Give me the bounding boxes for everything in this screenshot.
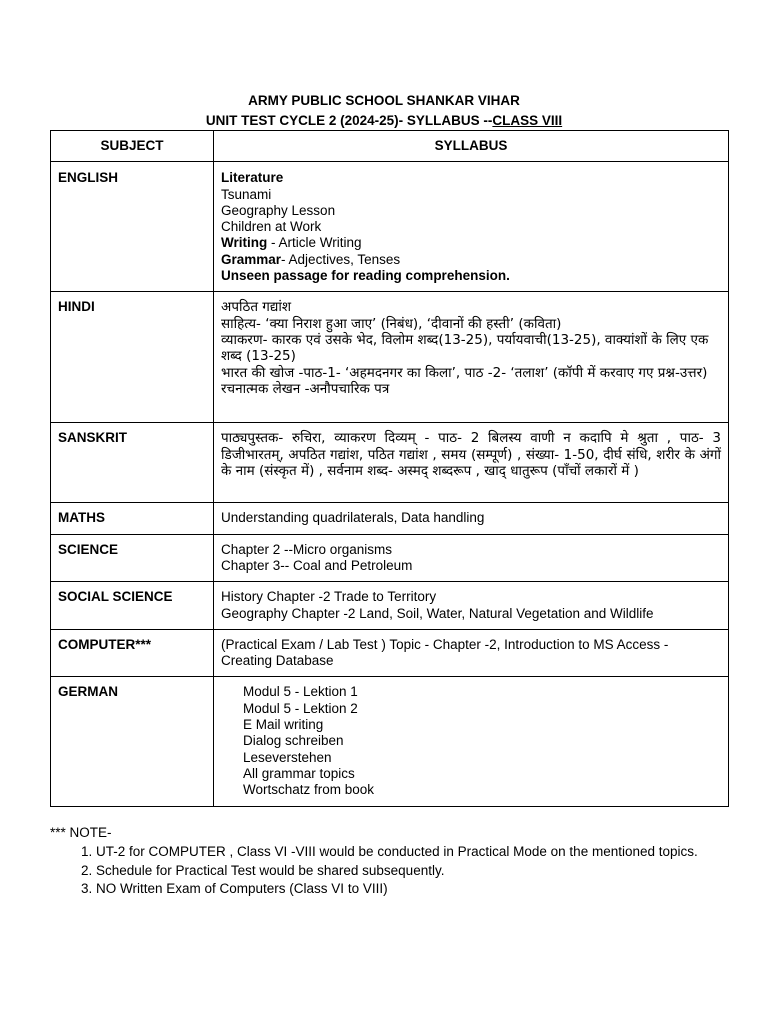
syllabus-english bbox=[214, 162, 729, 292]
hindi-line: अपठित गद्यांश bbox=[221, 299, 292, 316]
social-chapter: Geography Chapter -2 Land, Soil, Water, Natural Vegetation and Wildlife bbox=[221, 605, 654, 621]
subject-german: GERMAN bbox=[51, 677, 214, 807]
note-item: 3. NO Written Exam of Computers (Class VI to VIII) bbox=[96, 880, 720, 899]
note-heading: *** NOTE- bbox=[50, 825, 112, 840]
science-chapter: Chapter 3-- Coal and Petroleum bbox=[221, 557, 413, 573]
syllabus-table bbox=[50, 130, 729, 807]
table-header-row bbox=[51, 131, 729, 162]
syllabus-column-header: SYLLABUS bbox=[214, 131, 729, 162]
writing-text: - Article Writing bbox=[267, 235, 362, 251]
syllabus-hindi bbox=[214, 292, 729, 423]
literature-heading: Literature bbox=[221, 170, 284, 186]
grammar-label: Grammar bbox=[221, 251, 282, 267]
subject-science: SCIENCE bbox=[51, 534, 214, 582]
syllabus-social-science bbox=[214, 582, 729, 630]
grammar-text: - Adjectives, Tenses bbox=[281, 251, 401, 267]
syllabus-computer: (Practical Exam / Lab Test ) Topic - Chapter -2, Introduction to MS Access - Creating Database bbox=[214, 629, 729, 677]
writing-label: Writing bbox=[221, 235, 268, 251]
subject-english: ENGLISH bbox=[51, 162, 214, 292]
hindi-line: भारत की खोज -पाठ-1- ‘अहमदनगर का किला’, पाठ -2- ‘तलाश’ (कॉपी में करवाए गए प्रश्न-उत्तर) bbox=[221, 364, 708, 381]
table-row-social-science bbox=[51, 582, 729, 630]
class-label: CLASS VIII bbox=[492, 113, 563, 128]
syllabus-sanskrit: पाठ्यपुस्तक- रुचिरा, व्याकरण दिव्यम् - पाठ- 2 बिलस्य वाणी न कदापि मे श्रुता , पाठ- 3 डिजीभारतम्, अपठित गद्यांश, पठित गद्यांश , समय (सम्पूर्ण) , संख्या- 1-50, दीर्घ संधि, शरीर के अंगों के नाम (संस्कृत में) , सर्वनाम शब्द- अस्मद् शब्दरूप , खाद् धातुरूप (पाँचों लकारों में ) bbox=[214, 423, 729, 503]
literature-item: Children at Work bbox=[221, 219, 322, 235]
test-title bbox=[0, 113, 768, 128]
german-item: Modul 5 - Lektion 1 bbox=[243, 684, 358, 700]
hindi-line: रचनात्मक लेखन -अनौपचारिक पत्र bbox=[221, 380, 390, 397]
syllabus-maths: Understanding quadrilaterals, Data handling bbox=[214, 503, 729, 534]
note-item: 2. Schedule for Practical Test would be shared subsequently. bbox=[96, 862, 720, 881]
subject-hindi: HINDI bbox=[51, 292, 214, 423]
syllabus-science bbox=[214, 534, 729, 582]
science-chapter: Chapter 2 --Micro organisms bbox=[221, 541, 393, 557]
german-item: Wortschatz from book bbox=[243, 782, 375, 798]
hindi-line: साहित्य- ‘क्या निराश हुआ जाए’ (निबंध), ‘दीवानों की हस्ती’ (कविता) bbox=[221, 315, 562, 332]
table-row-computer bbox=[51, 629, 729, 677]
school-title: ARMY PUBLIC SCHOOL SHANKAR VIHAR bbox=[248, 93, 520, 108]
subject-maths: MATHS bbox=[51, 503, 214, 534]
literature-item: Geography Lesson bbox=[221, 202, 336, 218]
note-list bbox=[50, 843, 720, 899]
german-item: Modul 5 - Lektion 2 bbox=[243, 700, 358, 716]
subject-sanskrit: SANSKRIT bbox=[51, 423, 214, 503]
table-row-science bbox=[51, 534, 729, 582]
note-section bbox=[50, 824, 720, 899]
subject-social-science: SOCIAL SCIENCE bbox=[51, 582, 214, 630]
table-row-german bbox=[51, 677, 729, 807]
table-row-hindi bbox=[51, 292, 729, 423]
subject-computer: COMPUTER*** bbox=[51, 629, 214, 677]
subject-column-header: SUBJECT bbox=[51, 131, 214, 162]
german-item: Dialog schreiben bbox=[243, 733, 344, 749]
test-title-prefix: UNIT TEST CYCLE 2 (2024-25)- SYLLABUS -- bbox=[205, 113, 493, 128]
grammar-line bbox=[221, 252, 721, 268]
table-row-maths bbox=[51, 503, 729, 534]
note-item: 1. UT-2 for COMPUTER , Class VI -VIII would be conducted in Practical Mode on the mentioned topics. bbox=[96, 843, 720, 862]
hindi-line: व्याकरण- कारक एवं उसके भेद, विलोम शब्द(13-25), पर्यायवाची(13-25), वाक्यांशों के लिए एक शब्द (13-25) bbox=[221, 331, 709, 365]
writing-line bbox=[221, 235, 721, 251]
syllabus-german bbox=[214, 677, 729, 807]
german-item: Leseverstehen bbox=[243, 749, 332, 765]
german-item: All grammar topics bbox=[243, 765, 355, 781]
unseen-passage: Unseen passage for reading comprehension. bbox=[221, 268, 510, 284]
german-item: E Mail writing bbox=[243, 717, 324, 733]
social-chapter: History Chapter -2 Trade to Territory bbox=[221, 589, 437, 605]
literature-item: Tsunami bbox=[221, 186, 272, 202]
table-row-sanskrit bbox=[51, 423, 729, 503]
table-row-english bbox=[51, 162, 729, 292]
